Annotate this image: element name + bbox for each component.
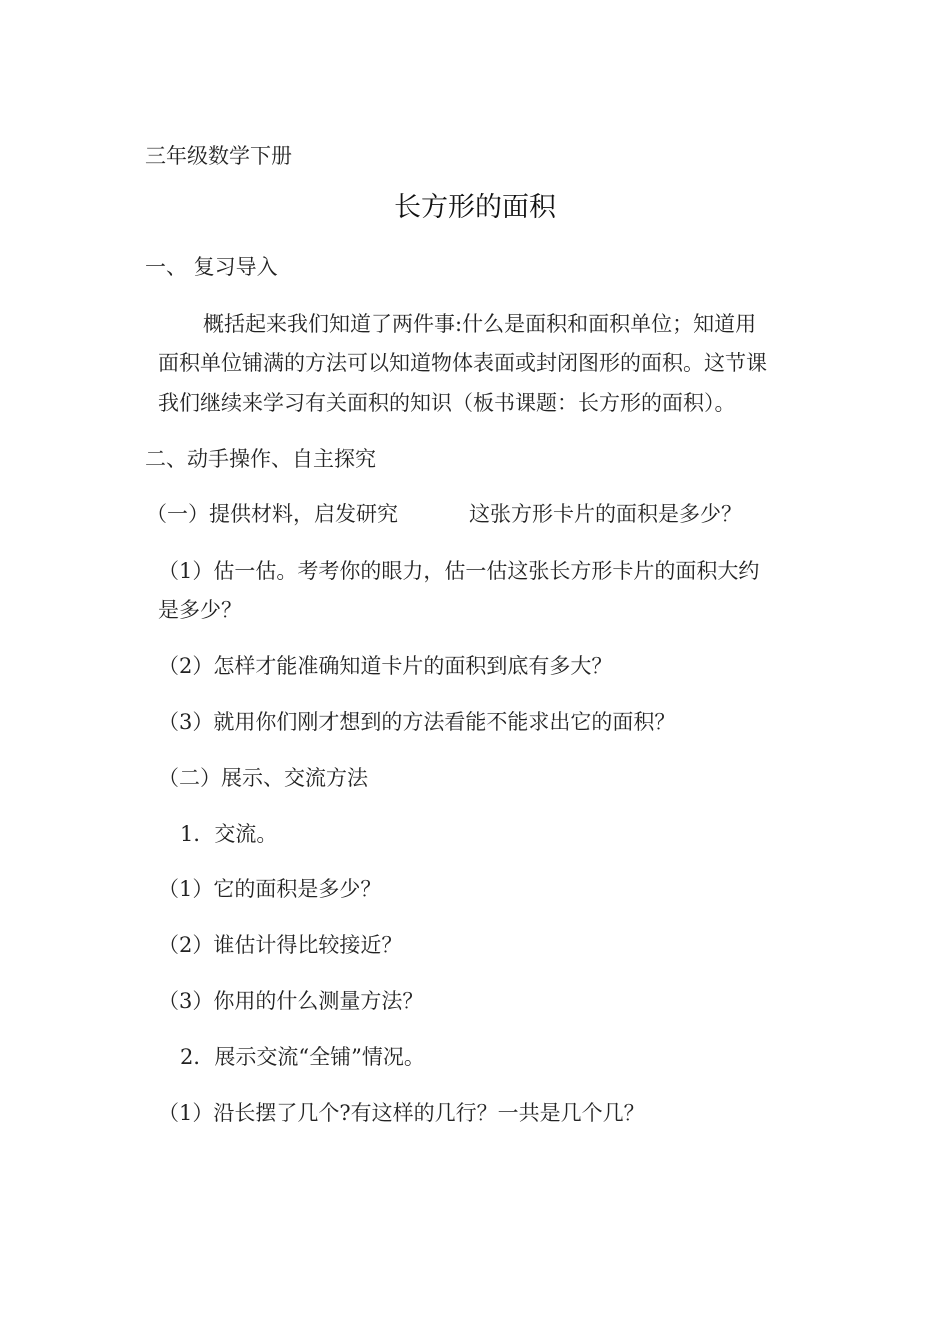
part1-item: （3）就用你们刚才想到的方法看能不能求出它的面积？ (158, 710, 676, 734)
step1-item: （3）你用的什么测量方法？ (158, 989, 424, 1013)
part2-step-1: 1．交流。 (180, 822, 278, 846)
review-paragraph-line-2: 面积单位铺满的方法可以知道物体表面或封闭图形的面积。这节课 (158, 351, 767, 375)
subject-label: 三年级数学下册 (145, 144, 292, 168)
section-heading-explore: 二、动手操作、自主探究 (145, 447, 376, 471)
part1-question: 这张方形卡片的面积是多少？ (469, 502, 742, 526)
part1-item: （2）怎样才能准确知道卡片的面积到底有多大？ (158, 654, 613, 678)
step1-item: （2）谁估计得比较接近？ (158, 933, 403, 957)
part2-heading: （二）展示、交流方法 (158, 766, 368, 790)
review-paragraph-line-3: 我们继续来学习有关面积的知识（板书课题：长方形的面积）。 (158, 391, 736, 415)
step1-item: （1）它的面积是多少？ (158, 877, 382, 901)
step2-item: （1）沿长摆了几个?有这样的几行？一共是几个几？ (158, 1101, 645, 1125)
part2-step-2: 2．展示交流“全铺”情况。 (180, 1045, 425, 1069)
part1-heading: （一）提供材料，启发研究 (146, 502, 398, 526)
part1-item: （1）估一估。考考你的眼力，估一估这张长方形卡片的面积大约 (158, 559, 760, 583)
section-heading-review: 一、 复习导入 (145, 255, 278, 279)
page-title: 长方形的面积 (394, 192, 556, 223)
part1-item-continued: 是多少？ (158, 598, 242, 622)
review-paragraph-line-1: 概括起来我们知道了两件事:什么是面积和面积单位；知道用 (203, 312, 757, 336)
